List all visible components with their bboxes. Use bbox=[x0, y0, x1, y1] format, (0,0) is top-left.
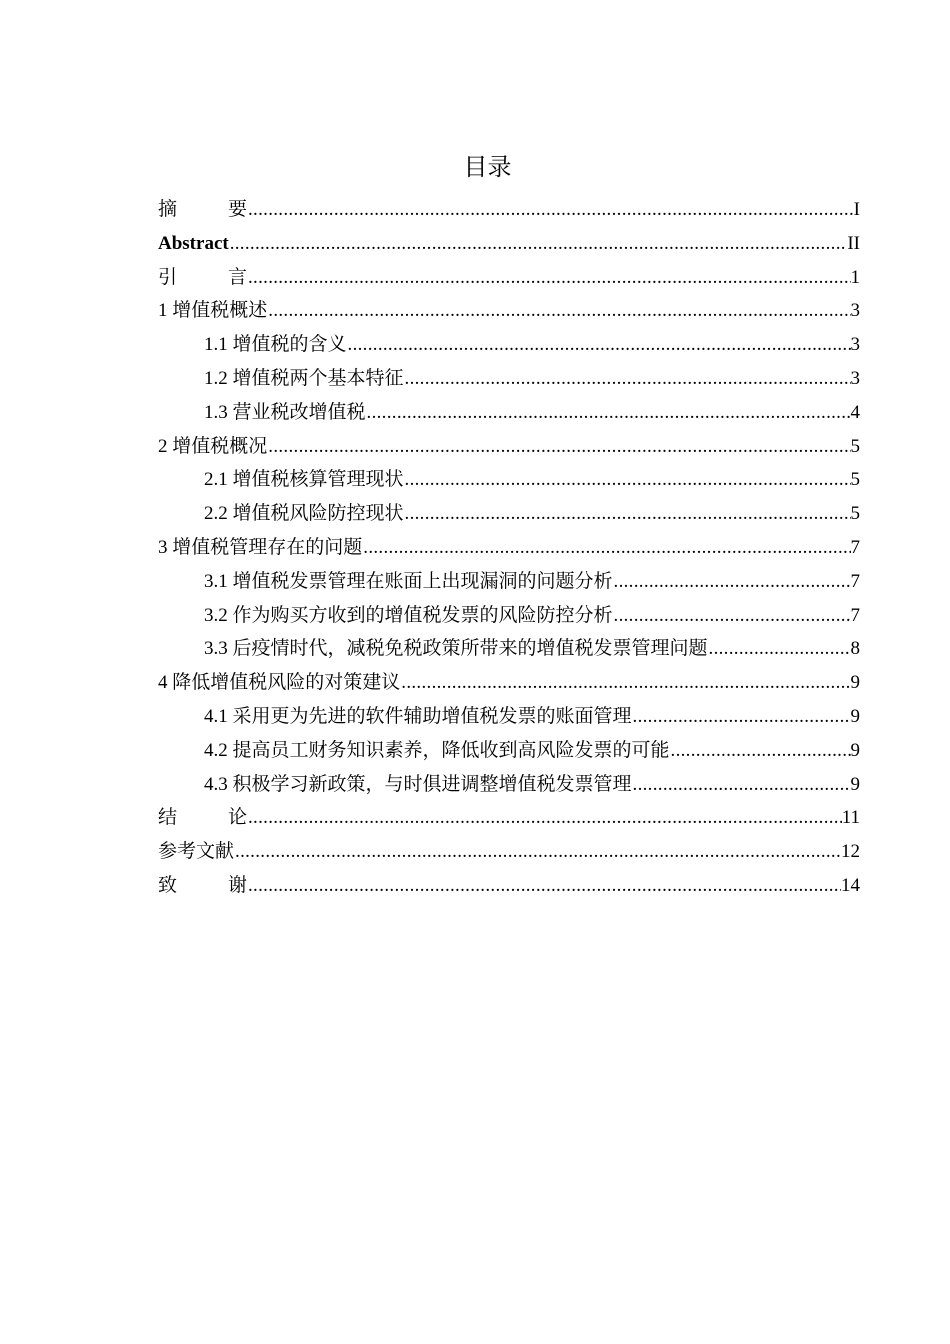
dot-leader bbox=[613, 599, 851, 633]
toc-subentry[interactable] bbox=[158, 497, 860, 531]
toc-entry-page: 3 bbox=[850, 367, 860, 389]
toc-entry-label: 结 论 bbox=[158, 807, 247, 829]
toc-entry-label: 2.2 增值税风险防控现状 bbox=[204, 503, 404, 525]
toc-entry-label: 4.2 提高员工财务知识素养，降低收到高风险发票的可能 bbox=[204, 739, 670, 761]
dot-leader bbox=[229, 227, 848, 261]
dot-leader bbox=[708, 632, 851, 666]
dot-leader bbox=[247, 801, 842, 835]
toc-subentry[interactable] bbox=[158, 768, 860, 802]
dot-leader bbox=[234, 835, 841, 869]
dot-leader bbox=[247, 193, 854, 227]
toc-entry-label: 4 降低增值税风险的对策建议 bbox=[158, 672, 401, 694]
toc-subentry[interactable] bbox=[158, 700, 860, 734]
toc-entry-page: 5 bbox=[850, 435, 860, 457]
toc-entry-page: 8 bbox=[850, 638, 860, 660]
toc-entry-label: 1.1 增值税的含义 bbox=[204, 334, 347, 356]
toc-subentry[interactable] bbox=[158, 362, 860, 396]
toc-entry[interactable] bbox=[158, 294, 860, 328]
toc-subentry[interactable] bbox=[158, 599, 860, 633]
toc-entry-label: 3.1 增值税发票管理在账面上出现漏洞的问题分析 bbox=[204, 570, 613, 592]
toc-entry-page: 7 bbox=[850, 570, 860, 592]
dot-leader bbox=[247, 261, 851, 295]
toc-entry-label: 3 增值税管理存在的问题 bbox=[158, 536, 363, 558]
dot-leader bbox=[613, 565, 851, 599]
toc-entry-page: 14 bbox=[841, 874, 860, 896]
toc-entry-page: 3 bbox=[850, 334, 860, 356]
toc-entry-page: 11 bbox=[841, 807, 860, 829]
dot-leader bbox=[347, 328, 851, 362]
toc-subentry[interactable] bbox=[158, 463, 860, 497]
toc-entry-page: I bbox=[853, 199, 860, 220]
toc-entry[interactable] bbox=[158, 666, 860, 700]
dot-leader bbox=[400, 666, 850, 700]
toc-entry-label: 参考文献 bbox=[158, 841, 235, 863]
dot-leader bbox=[404, 362, 851, 396]
toc-entry-label: 4.3 积极学习新政策，与时俱进调整增值税发票管理 bbox=[204, 773, 632, 795]
dot-leader bbox=[404, 497, 851, 531]
toc-entry-label: 1.2 增值税两个基本特征 bbox=[204, 367, 404, 389]
toc-entry-page: 7 bbox=[850, 536, 860, 558]
toc-entry-page: 1 bbox=[850, 266, 860, 288]
toc-entry[interactable] bbox=[158, 261, 860, 295]
toc-title: 目录 bbox=[463, 153, 512, 181]
dot-leader bbox=[362, 531, 850, 565]
toc-entry-label: 1 增值税概述 bbox=[158, 300, 268, 322]
toc-entry-label: 1.3 营业税改增值税 bbox=[204, 401, 366, 423]
toc-entry[interactable] bbox=[158, 531, 860, 565]
dot-leader bbox=[670, 734, 851, 768]
toc-entry-label: 2 增值税概况 bbox=[158, 435, 268, 457]
toc-entry[interactable] bbox=[158, 801, 860, 835]
dot-leader bbox=[267, 430, 850, 464]
toc-subentry[interactable] bbox=[158, 632, 860, 666]
dot-leader bbox=[632, 768, 851, 802]
toc-entry[interactable] bbox=[158, 193, 860, 227]
toc-entry-label: 2.1 增值税核算管理现状 bbox=[204, 469, 404, 491]
toc-subentry[interactable] bbox=[158, 734, 860, 768]
toc-entry-page: 7 bbox=[850, 604, 860, 626]
toc-entry-label: 摘 要 bbox=[158, 199, 247, 220]
toc-entry-page: 5 bbox=[850, 469, 860, 491]
toc-entry-page: II bbox=[847, 232, 860, 254]
toc-entry-label: 4.1 采用更为先进的软件辅助增值税发票的账面管理 bbox=[204, 705, 632, 727]
dot-leader bbox=[267, 294, 850, 328]
toc-entry-page: 9 bbox=[850, 672, 860, 694]
toc-entry-page: 4 bbox=[850, 401, 860, 423]
toc-entry-page: 12 bbox=[841, 841, 860, 863]
toc-entry-page: 3 bbox=[850, 300, 860, 322]
toc-entry-label: 3.3 后疫情时代，减税免税政策所带来的增值税发票管理问题 bbox=[204, 638, 708, 660]
dot-leader bbox=[632, 700, 851, 734]
table-of-contents bbox=[158, 193, 860, 903]
toc-entry-label: Abstract bbox=[158, 232, 229, 254]
toc-entry[interactable] bbox=[158, 835, 860, 869]
toc-entry-label: 引 言 bbox=[158, 266, 247, 288]
dot-leader bbox=[404, 463, 851, 497]
toc-subentry[interactable] bbox=[158, 328, 860, 362]
toc-subentry[interactable] bbox=[158, 565, 860, 599]
toc-entry-label: 致 谢 bbox=[158, 874, 247, 896]
toc-entry[interactable] bbox=[158, 227, 860, 261]
toc-entry[interactable] bbox=[158, 869, 860, 903]
toc-entry-page: 9 bbox=[850, 773, 860, 795]
toc-entry-page: 5 bbox=[850, 503, 860, 525]
dot-leader bbox=[247, 869, 841, 903]
toc-subentry[interactable] bbox=[158, 396, 860, 430]
toc-entry[interactable] bbox=[158, 430, 860, 464]
toc-entry-page: 9 bbox=[850, 739, 860, 761]
dot-leader bbox=[366, 396, 851, 430]
toc-entry-page: 9 bbox=[850, 705, 860, 727]
toc-entry-label: 3.2 作为购买方收到的增值税发票的风险防控分析 bbox=[204, 604, 613, 626]
